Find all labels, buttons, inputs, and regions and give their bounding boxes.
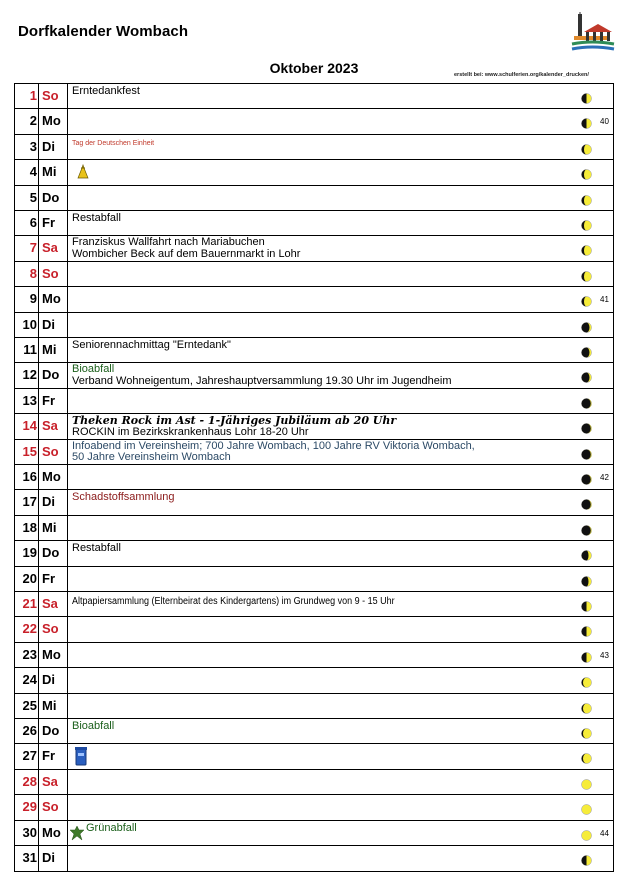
column-divider <box>67 744 68 768</box>
day-row <box>15 516 613 541</box>
day-number: 23 <box>22 646 37 662</box>
weekday: Mo <box>42 824 61 840</box>
weekday: Di <box>42 138 55 154</box>
weekday: Do <box>42 367 60 383</box>
weekday: Sa <box>42 773 58 789</box>
column-divider <box>67 643 68 667</box>
weekday: Mi <box>42 164 57 180</box>
moon-phase-icon <box>581 751 592 762</box>
calendar-event: Infoabend im Vereinsheim; 700 Jahre Wombach, 100 Jahre RV Viktoria Wombach, <box>72 439 475 452</box>
calendar-event: Restabfall <box>72 212 121 224</box>
day-row <box>15 440 613 465</box>
weekday: Do <box>42 723 60 738</box>
column-divider <box>38 617 39 641</box>
column-divider <box>67 109 68 133</box>
day-number: 27 <box>22 748 37 764</box>
column-divider <box>38 668 39 692</box>
calendar-event: Bioabfall <box>72 363 115 376</box>
weekday: Fr <box>42 392 55 408</box>
weekday: Di <box>42 494 55 510</box>
day-row <box>15 236 613 261</box>
day-row <box>15 795 613 820</box>
weekday: Do <box>42 545 60 561</box>
day-row <box>15 770 613 795</box>
day-number: 8 <box>29 265 37 281</box>
moon-phase-icon <box>581 142 592 153</box>
column-divider <box>38 160 39 184</box>
weekday: Fr <box>42 570 55 586</box>
column-divider <box>38 338 39 362</box>
moon-phase-icon <box>581 269 592 280</box>
column-divider <box>67 694 68 718</box>
week-number: 41 <box>600 295 609 305</box>
weekday: Mo <box>42 113 61 129</box>
week-number: 44 <box>600 828 609 838</box>
column-divider <box>67 135 68 159</box>
moon-phase-icon <box>581 726 592 737</box>
calendar-table <box>14 83 614 872</box>
day-number: 19 <box>22 545 37 561</box>
day-row <box>15 668 613 693</box>
day-row <box>15 109 613 134</box>
moon-phase-icon <box>581 548 592 559</box>
weekday: So <box>42 88 59 103</box>
day-number: 24 <box>22 672 37 688</box>
credit-note: erstellt bei: www.schulferien.org/kalender_drucken/ <box>454 72 589 78</box>
day-number: 12 <box>22 367 37 383</box>
day-number: 7 <box>29 240 37 256</box>
column-divider <box>38 719 39 743</box>
day-number: 21 <box>22 596 37 611</box>
day-row <box>15 211 613 236</box>
day-number: 15 <box>22 443 37 459</box>
day-row <box>15 363 613 388</box>
column-divider <box>67 389 68 413</box>
column-divider <box>38 186 39 210</box>
moon-phase-icon <box>581 777 592 788</box>
day-number: 20 <box>22 570 37 586</box>
day-row <box>15 490 613 515</box>
weekday: Do <box>42 189 60 205</box>
column-divider <box>67 414 68 438</box>
moon-phase-icon <box>581 447 592 458</box>
weekday: Di <box>42 316 55 332</box>
day-number: 14 <box>22 418 37 434</box>
leaf-icon <box>69 825 85 846</box>
calendar-event: Altpapiersammlung (Elternbeirat des Kindergartens) im Grundweg von 9 - 15 Uhr <box>72 596 395 607</box>
day-number: 31 <box>22 850 37 865</box>
calendar-event: Seniorennachmittag "Erntedank" <box>72 339 231 351</box>
column-divider <box>67 211 68 235</box>
column-divider <box>38 643 39 667</box>
week-number: 43 <box>600 650 609 660</box>
column-divider <box>38 744 39 768</box>
day-row <box>15 821 613 846</box>
day-number: 4 <box>29 164 37 180</box>
day-number: 29 <box>22 799 37 815</box>
weekday: So <box>42 265 59 281</box>
day-number: 9 <box>29 291 37 307</box>
moon-phase-icon <box>581 497 592 508</box>
column-divider <box>38 109 39 133</box>
weekday: So <box>42 799 59 815</box>
column-divider <box>67 186 68 210</box>
column-divider <box>67 516 68 540</box>
column-divider <box>67 338 68 362</box>
column-divider <box>67 668 68 692</box>
moon-phase-icon <box>581 370 592 381</box>
day-number: 10 <box>22 316 37 332</box>
day-row <box>15 643 613 668</box>
church-logo-icon <box>568 10 616 56</box>
day-number: 25 <box>22 697 37 713</box>
day-row <box>15 414 613 439</box>
calendar-event: Schadstoffsammlung <box>72 491 175 504</box>
day-row <box>15 135 613 160</box>
moon-phase-icon <box>581 675 592 686</box>
calendar-event: Theken Rock im Ast - 1-Jähriges Jubiläum ab 20 Uhr <box>72 414 397 428</box>
day-row <box>15 313 613 338</box>
calendar-event: Erntedankfest <box>72 85 140 97</box>
moon-phase-icon <box>581 599 592 610</box>
column-divider <box>67 719 68 743</box>
day-number: 3 <box>29 138 37 154</box>
day-row <box>15 262 613 287</box>
day-number: 11 <box>23 342 37 357</box>
column-divider <box>67 795 68 819</box>
column-divider <box>38 490 39 514</box>
column-divider <box>38 516 39 540</box>
column-divider <box>38 313 39 337</box>
day-row <box>15 338 613 363</box>
day-row <box>15 567 613 592</box>
day-number: 13 <box>22 392 37 408</box>
column-divider <box>67 236 68 260</box>
moon-phase-icon <box>581 116 592 127</box>
column-divider <box>67 313 68 337</box>
column-divider <box>38 592 39 616</box>
column-divider <box>38 389 39 413</box>
day-number: 17 <box>22 494 37 510</box>
column-divider <box>38 211 39 235</box>
day-number: 16 <box>22 469 37 484</box>
calendar-event: ROCKIN im Bezirkskrankenhaus Lohr 18-20 Uhr <box>72 425 309 438</box>
column-divider <box>38 465 39 489</box>
calendar-event: Restabfall <box>72 542 121 555</box>
column-divider <box>67 363 68 387</box>
calendar-event: Verband Wohneigentum, Jahreshauptversammlung 19.30 Uhr im Jugendheim <box>72 374 452 387</box>
moon-phase-icon <box>581 828 592 839</box>
day-row <box>15 541 613 566</box>
column-divider <box>38 236 39 260</box>
column-divider <box>38 770 39 794</box>
weekday: Mi <box>42 697 57 713</box>
column-divider <box>67 821 68 845</box>
column-divider <box>67 287 68 311</box>
column-divider <box>38 821 39 845</box>
weekday: Di <box>42 850 55 865</box>
column-divider <box>67 465 68 489</box>
day-number: 1 <box>29 88 37 103</box>
day-number: 2 <box>29 113 37 129</box>
column-divider <box>38 795 39 819</box>
column-divider <box>67 541 68 565</box>
column-divider <box>67 440 68 464</box>
day-row <box>15 719 613 744</box>
moon-phase-icon <box>581 294 592 305</box>
moon-phase-icon <box>581 243 592 254</box>
day-number: 22 <box>22 621 37 637</box>
weekday: So <box>42 621 59 637</box>
day-row <box>15 84 613 109</box>
weekday: Sa <box>42 596 58 611</box>
moon-phase-icon <box>581 167 592 178</box>
column-divider <box>38 414 39 438</box>
day-row <box>15 744 613 769</box>
moon-phase-icon <box>581 574 592 585</box>
column-divider <box>38 84 39 108</box>
weekday: Sa <box>42 240 58 256</box>
column-divider <box>38 541 39 565</box>
calendar-event: 50 Jahre Vereinsheim Wombach <box>72 451 231 464</box>
weekday: Fr <box>42 215 55 230</box>
column-divider <box>67 160 68 184</box>
weekday: Sa <box>42 418 58 434</box>
blue-bin-icon <box>75 746 87 771</box>
day-row <box>15 186 613 211</box>
column-divider <box>67 770 68 794</box>
moon-phase-icon <box>581 523 592 534</box>
day-number: 18 <box>22 519 37 535</box>
column-divider <box>67 567 68 591</box>
moon-phase-icon <box>581 802 592 813</box>
weekday: Mi <box>42 519 57 535</box>
weekday: Fr <box>42 748 55 764</box>
column-divider <box>67 84 68 108</box>
month-heading: Oktober 2023 <box>269 60 359 76</box>
week-number: 40 <box>600 117 609 127</box>
week-number: 42 <box>600 473 609 482</box>
day-number: 26 <box>22 723 37 738</box>
day-row <box>15 694 613 719</box>
weekday: Di <box>42 672 55 688</box>
column-divider <box>67 846 68 871</box>
weekday: Mo <box>42 291 61 307</box>
moon-phase-icon <box>581 91 592 102</box>
day-row <box>15 592 613 617</box>
weekday: So <box>42 443 59 459</box>
column-divider <box>38 440 39 464</box>
weekday: Mo <box>42 469 61 484</box>
column-divider <box>67 592 68 616</box>
moon-phase-icon <box>581 853 592 864</box>
calendar-title: Dorfkalender Wombach <box>18 23 189 40</box>
moon-phase-icon <box>581 396 592 407</box>
column-divider <box>38 694 39 718</box>
calendar-event: Tag der Deutschen Einheit <box>72 139 155 147</box>
calendar-event: Grünabfall <box>86 821 137 834</box>
column-divider <box>38 262 39 286</box>
moon-phase-icon <box>581 193 592 204</box>
moon-phase-icon <box>581 218 592 229</box>
day-row <box>15 465 613 490</box>
day-number: 6 <box>29 215 37 230</box>
weekday: Mi <box>42 342 57 357</box>
column-divider <box>38 567 39 591</box>
weekday: Mo <box>42 646 61 662</box>
moon-phase-icon <box>581 345 592 356</box>
moon-phase-icon <box>581 650 592 661</box>
column-divider <box>38 846 39 871</box>
day-row <box>15 617 613 642</box>
column-divider <box>67 490 68 514</box>
column-divider <box>67 262 68 286</box>
day-row <box>15 846 613 871</box>
moon-phase-icon <box>581 472 592 483</box>
day-number: 30 <box>22 824 37 840</box>
day-row <box>15 160 613 185</box>
day-row <box>15 287 613 312</box>
column-divider <box>38 287 39 311</box>
column-divider <box>67 617 68 641</box>
calendar-event: Bioabfall <box>72 720 115 732</box>
column-divider <box>38 135 39 159</box>
moon-phase-icon <box>581 320 592 331</box>
calendar-event: Franziskus Wallfahrt nach Mariabuchen <box>72 236 265 249</box>
day-number: 5 <box>29 189 37 205</box>
moon-phase-icon <box>581 421 592 432</box>
moon-phase-icon <box>581 624 592 635</box>
moon-phase-icon <box>581 701 592 712</box>
column-divider <box>38 363 39 387</box>
day-row <box>15 389 613 414</box>
trash-bag-icon <box>75 164 91 185</box>
calendar-event: Wombicher Beck auf dem Bauernmarkt in Lohr <box>72 247 301 260</box>
day-number: 28 <box>22 773 37 789</box>
